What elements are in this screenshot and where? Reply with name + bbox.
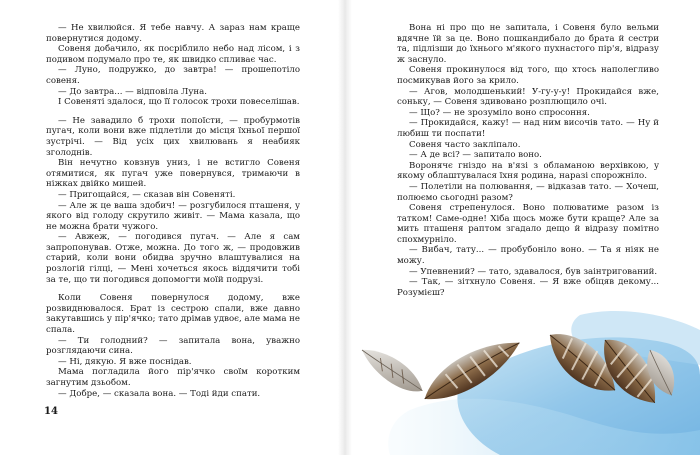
paragraph: — Прокидайся, кажу! — над ним височів тато. — Ну й любиш ти поспати! [397,118,659,139]
paragraph: Він нечутно ковзнув униз, і не встигло Совеня отямитися, як пугач уже повернувся, тримаючи в ніжках двійко мишей. [46,158,300,190]
paragraph: — Вибач, тату... — пробубоніло воно. — Та я ніяк не можу. [397,245,659,267]
paragraph: — Луно, подружко, до завтра! — прошепотіло совеня. [46,65,300,86]
paragraph: Совеня добачило, як посріблило небо над лісом, і з подивом подумало про те, як швидко спливає час. [46,44,300,65]
paragraph: Совеня стрепенулося. Воно полюватиме разом із татком! Саме-одне! Хіба щось може бути краще? Але за мить пташеня раптом згадало дещо й відразу помітно спохмурніло. [397,203,659,245]
feathers-illustration [350,290,700,455]
paragraph: Совеня прокинулося від того, що хтось наполегливо посмикував його за крило. [397,65,659,86]
right-page-text [397,23,659,298]
paragraph: — Ти голодний? — запитала вона, уважно розглядаючи сина. [46,335,300,357]
paragraph: — До завтра... — відповіла Луна. [58,86,207,97]
left-page [0,0,340,455]
right-page [350,0,700,455]
paragraph: — Не хвилюйся. Я тебе навчу. А зараз нам краще повернутися додому. [46,23,300,44]
paragraph: — Але ж це ваша здобич! — розгубилося пташеня, у якого від голоду скрутило живіт. — Мама казала, що не можна брати чужого. [46,200,300,232]
page-number: 14 [44,406,58,417]
paragraph: — Так, — зітхнуло Совеня. — Я вже обіцяв декому... Розумієш? [397,277,659,298]
paragraph: Совеня часто закліпало. [409,139,521,150]
paragraph: Мама погладила його пір'ячко своїм коротким загнутим дзьобом. [46,367,300,388]
paragraph: — Не завадило б трохи попоїсти, — пробурмотів пугач, коли вони вже підлетіли до місця їхньої першої зустрічі. — Від усіх цих хвилювань я неабияк зголоднів. [46,115,300,158]
paragraph: Воронячє гніздо на в'язі з обламаною верхівкою, у якому облаштувалася їхня родина, наразі спорожніло. [397,160,659,182]
paragraph: — Полетіли на полювання, — відказав тато. — Хочеш, полюємо сьогодні разом? [397,181,659,203]
paragraph: — Добре, — сказала вона. — Тоді йди спати. [58,388,261,399]
paragraph: — А де всі? — запитало воно. [409,150,542,161]
paragraph: — Що? — не зрозуміло воно спросоння. [409,107,590,118]
paragraph: — Упевнений? — тато, здавалося, був заінтригований. [409,266,658,277]
paragraph: Вона ні про що не запитала, і Совеня було вельми вдячне їй за це. Воно пошкандибало до брата й сестри та, підлізши до їхнього м'якого пухнастого пір'я, відразу ж заснуло. [397,23,659,65]
paragraph: — Агов, молодшенький! У-гу-у-у! Прокидайся вже, соньку, — Совеня здивовано розплющило очі. [397,86,659,108]
paragraph: — Ні, дякую. Я вже поснідав. [58,356,192,367]
paragraph: — Пригощайся, — сказав він Совеняті. [58,189,236,200]
left-page-text [46,23,300,399]
feather-icon [355,347,430,395]
paragraph: І Совеняті здалося, що її голосок трохи повеселішав. [58,97,300,108]
paragraph: Коли Совеня повернулося додому, вже розвиднювалося. Брат із сестрою спали, вже давно закутавшись у пір'ячко; тато дрімав удвоє, але мама не спала. [46,293,300,336]
paragraph: — Авжеж, — погодився пугач. — Але я сам запропонував. Отже, можна. До того ж, — продовжив старий, коли вони обидва зручно влаштувалися на розлогій гілці, — Мені хочеться якось віддячити тобі за те, що ти погодився допомогти моїй подрузі. [46,232,300,285]
